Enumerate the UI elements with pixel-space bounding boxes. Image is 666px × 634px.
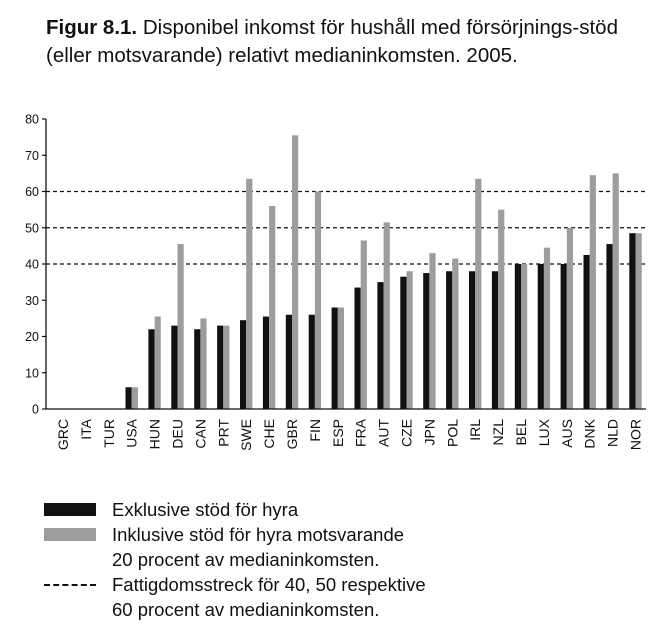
bar-hun-exklusive <box>148 329 154 409</box>
x-tick-label-pol: POL <box>444 419 461 448</box>
bar-lux-exklusive <box>538 264 544 409</box>
bar-fin-exklusive <box>309 315 315 409</box>
y-tick-label-60: 60 <box>25 185 39 199</box>
bar-bel-exklusive <box>515 264 521 409</box>
bar-fra-exklusive <box>355 288 361 409</box>
x-tick-label-bel: BEL <box>513 419 529 446</box>
bar-gbr-inklusive <box>292 135 298 409</box>
bar-irl-exklusive <box>469 271 475 409</box>
legend-label-inklusive-1: Inklusive stöd för hyra motsvarande <box>112 524 405 545</box>
bar-can-inklusive <box>200 318 206 409</box>
bar-pol-exklusive <box>446 271 452 409</box>
x-tick-label-hun: HUN <box>146 419 163 450</box>
legend <box>44 497 426 622</box>
y-tick-label-40: 40 <box>25 257 39 272</box>
bar-swe-inklusive <box>246 179 252 409</box>
bar-can-exklusive <box>194 329 200 409</box>
bar-esp-exklusive <box>332 308 338 410</box>
bar-jpn-exklusive <box>423 273 429 409</box>
y-tick-label-30: 30 <box>25 293 39 308</box>
x-tick-label-swe: SWE <box>238 419 255 451</box>
x-tick-label-nzl: NZL <box>490 419 507 446</box>
bar-lux-inklusive <box>544 248 550 409</box>
bar-pol-inklusive <box>452 259 458 409</box>
bar-dnk-inklusive <box>590 175 596 409</box>
x-tick-label-tur: TUR <box>100 419 117 448</box>
bar-nld-exklusive <box>606 244 612 409</box>
bar-nld-inklusive <box>613 173 619 409</box>
bar-aus-inklusive <box>567 228 573 409</box>
x-tick-label-cze: CZE <box>398 419 415 447</box>
x-tick-label-aus: AUS <box>558 419 575 448</box>
bar-fra-inklusive <box>361 240 367 409</box>
bar-fin-inklusive <box>315 192 321 410</box>
bar-usa-exklusive <box>126 387 132 409</box>
legend-swatch-black <box>44 503 96 516</box>
y-tick-label-70: 70 <box>25 148 39 163</box>
bar-aus-exklusive <box>561 264 567 409</box>
legend-item-inklusive <box>44 522 426 547</box>
bar-bel-inklusive <box>521 264 527 409</box>
x-tick-label-nld: NLD <box>604 419 621 448</box>
x-tick-label-che: CHE <box>261 419 278 449</box>
x-tick-label-irl: IRL <box>467 419 484 441</box>
y-tick-labels <box>25 113 39 417</box>
x-tick-label-deu: DEU <box>169 419 186 449</box>
bar-prt-inklusive <box>223 326 229 409</box>
bar-gbr-exklusive <box>286 315 292 409</box>
bar-nzl-inklusive <box>498 210 504 409</box>
figure-number: Figur 8.1. <box>46 16 138 39</box>
bar-jpn-inklusive <box>429 253 435 409</box>
x-tick-label-prt: PRT <box>215 419 232 447</box>
legend-label-fattigdom-2: 60 procent av medianinkomsten. <box>112 599 380 620</box>
bar-dnk-exklusive <box>584 255 590 409</box>
y-tick-label-20: 20 <box>25 330 39 344</box>
bars <box>126 135 642 409</box>
x-tick-label-can: CAN <box>192 419 209 449</box>
bar-che-exklusive <box>263 317 269 409</box>
bar-usa-inklusive <box>132 387 138 409</box>
bar-aut-exklusive <box>377 282 383 409</box>
bar-hun-inklusive <box>155 317 161 409</box>
y-tick-label-10: 10 <box>25 366 39 381</box>
bar-deu-inklusive <box>178 244 184 409</box>
x-tick-label-grc: GRC <box>55 419 71 451</box>
legend-label-fattigdom-1: Fattigdomsstreck för 40, 50 respektive <box>112 574 426 595</box>
bar-che-inklusive <box>269 206 275 409</box>
bar-irl-inklusive <box>475 179 481 409</box>
legend-item-fattigdomsstreck <box>44 572 426 597</box>
figure-caption: Disponibel inkomst för hushåll med försörjnings-stöd (eller motsvarande) relativt medianinkomsten. 2005. <box>46 16 618 67</box>
bar-nzl-exklusive <box>492 271 498 409</box>
x-tick-label-nor: NOR <box>627 419 644 451</box>
x-tick-label-dnk: DNK <box>581 419 598 449</box>
bar-nor-exklusive <box>629 233 635 409</box>
bar-deu-exklusive <box>171 326 177 409</box>
x-tick-label-fra: FRA <box>352 419 369 447</box>
x-tick-label-jpn: JPN <box>421 419 438 446</box>
bar-prt-exklusive <box>217 326 223 409</box>
bar-nor-inklusive <box>636 233 642 409</box>
x-tick-label-fin: FIN <box>306 419 323 442</box>
x-tick-label-aut: AUT <box>375 419 392 447</box>
bar-esp-inklusive <box>338 308 344 410</box>
bar-cze-exklusive <box>400 277 406 409</box>
bar-aut-inklusive <box>384 222 390 409</box>
x-tick-label-ita: ITA <box>77 419 94 440</box>
legend-label-exklusive: Exklusive stöd för hyra <box>112 499 299 520</box>
y-tick-label-80: 80 <box>25 112 39 127</box>
x-tick-labels <box>55 418 644 451</box>
legend-swatch-dashed <box>44 584 96 586</box>
legend-label-inklusive-2: 20 procent av medianinkomsten. <box>112 549 380 570</box>
x-tick-label-lux: LUX <box>535 419 552 447</box>
x-tick-label-esp: ESP <box>329 419 346 448</box>
x-tick-label-usa: USA <box>123 419 140 448</box>
y-tick-label-50: 50 <box>25 221 39 236</box>
reference-lines <box>46 192 646 265</box>
bar-swe-exklusive <box>240 320 246 409</box>
legend-item-exklusive <box>44 497 426 522</box>
bar-cze-inklusive <box>407 271 413 409</box>
x-tick-label-gbr: GBR <box>284 419 300 450</box>
legend-swatch-gray <box>44 528 96 541</box>
y-tick-label-0: 0 <box>32 402 39 417</box>
